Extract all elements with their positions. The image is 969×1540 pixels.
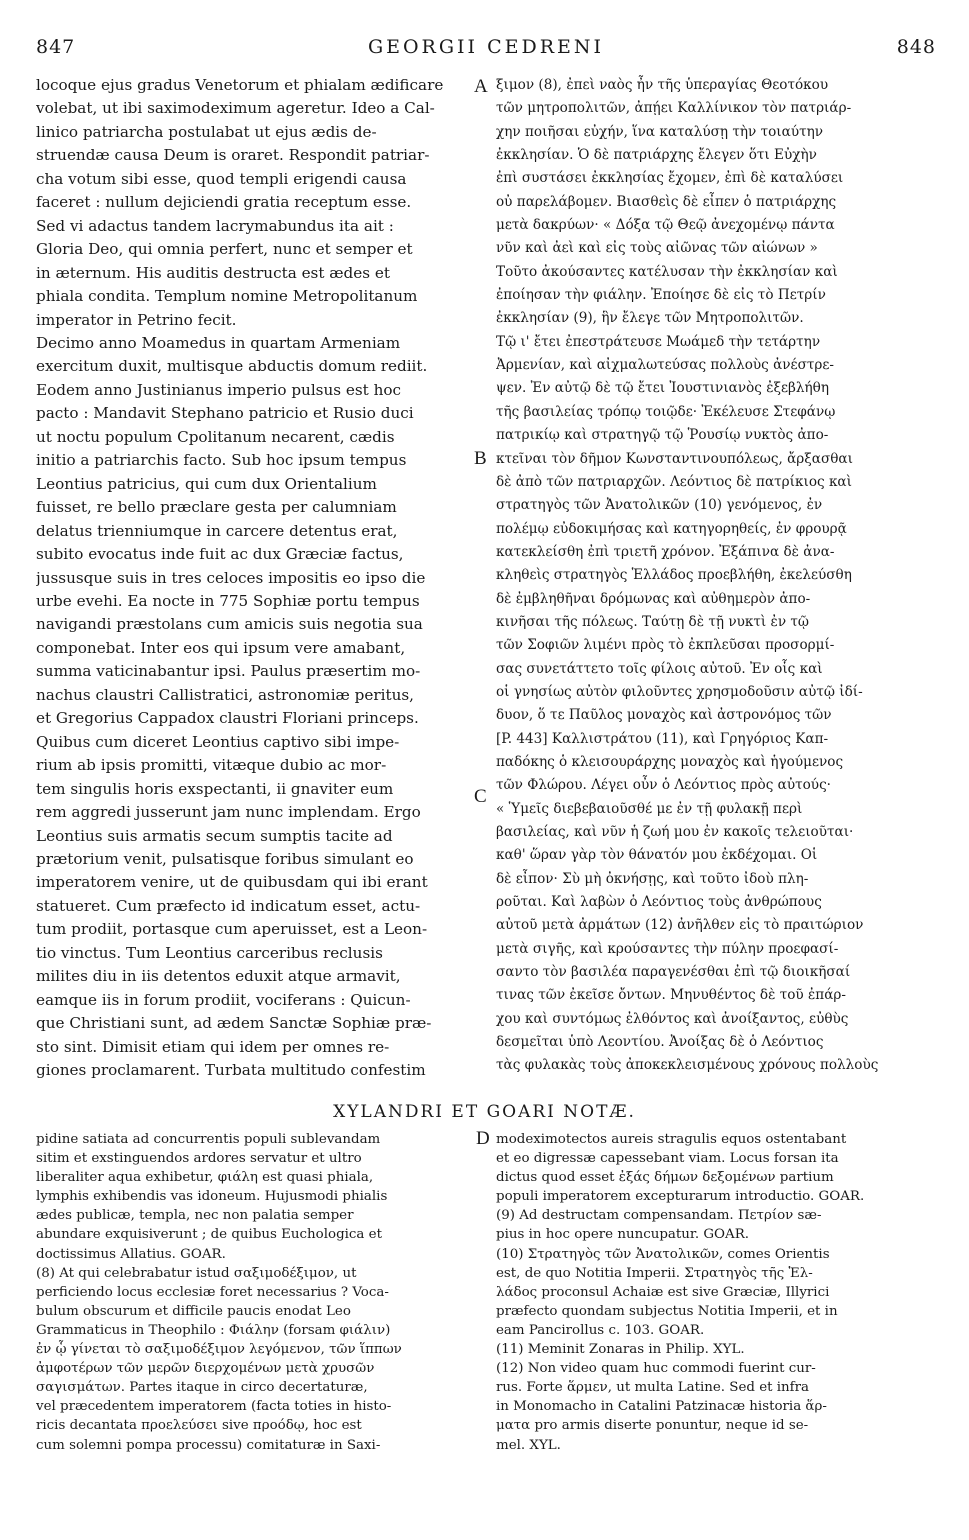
note-text-line: (10) Στρατηγὸς τῶν Ἀνατολικῶν, comes Orientis <box>496 1246 830 1262</box>
page-number-right: 848 <box>896 36 936 58</box>
latin-text-line: tem singulis horis exspectanti, ii gnaviter eum <box>36 779 394 798</box>
latin-text-line: delatus trienniumque in carcere detentus erat, <box>36 521 398 540</box>
page-number-left: 847 <box>36 36 76 58</box>
note-text-line: σαγισμάτων. Partes itaque in circo decertaturæ, <box>36 1380 368 1396</box>
greek-text-line: πολέμῳ εὐδοκιμήσας καὶ κατηγορηθείς, ἐν φρουρᾷ <box>496 520 847 537</box>
margin-letter-c: C <box>474 786 487 807</box>
latin-text-line: rem aggredi jusserunt jam nunc implendam. Ergo <box>36 803 421 822</box>
latin-column <box>36 74 468 1082</box>
note-text-line: vel præcedentem imperatorem (facta toties in histo- <box>36 1399 392 1415</box>
latin-text-line: faceret : nullum dejiciendi gratia receptum esse. <box>36 193 412 212</box>
latin-text-line: statueret. Cum præfecto id indicatum esset, actu- <box>36 896 421 915</box>
note-text-line: mel. XYL. <box>496 1437 561 1453</box>
latin-text-line: Decimo anno Moamedus in quartam Armeniam <box>36 333 401 352</box>
latin-text-line: linico patriarcha postulabat ut ejus ædis de- <box>36 122 377 141</box>
greek-text-line: τῆς βασιλείας τρόπῳ τοιῷδε· Ἐκέλευσε Στεφάνῳ <box>496 403 836 420</box>
greek-text-line: δὲ εἶπον· Σὺ μὴ ὀκνήσῃς, καὶ τοῦτο ἰδοὺ πλη- <box>496 870 809 887</box>
greek-text-line: μετὰ σιγῆς, καὶ κρούσαντες τὴν πύλην προεφασί- <box>496 940 839 957</box>
note-text-line: bulum obscurum et difficile paucis enodat Leo <box>36 1303 351 1319</box>
note-text-line: Grammaticus in Theophilo : Φιάλην (forsam φιάλιν) <box>36 1322 391 1338</box>
latin-text-line: jussusque suis in tres celoces impositis eo ipso die <box>36 568 426 587</box>
latin-text-line: giones proclamarent. Turbata multitudo confestim <box>36 1061 426 1080</box>
margin-letter-d: D <box>476 1128 490 1149</box>
latin-text-line: navigandi præstolans cum amicis suis negotia sua <box>36 615 423 634</box>
greek-column <box>496 74 934 1078</box>
note-text-line: (9) Ad destructam compensandam. Πετρίον sæ- <box>496 1208 822 1224</box>
greek-text-line: κτεῖναι τὸν δῆμον Κωνσταντινουπόλεως, ἄρξασθαι <box>496 450 853 467</box>
latin-text-line: imperatorem venire, ut de quibusdam qui ibi erant <box>36 873 428 892</box>
latin-text-line: rium ab ipsis promitti, vitæque dubio ac mor- <box>36 756 387 775</box>
greek-text-line: σας συνετάττετο τοῖς φίλοις αὐτοῦ. Ἐν οἷς καὶ <box>496 660 823 677</box>
greek-text-line: τῶν μητροπολιτῶν, ἀπῄει Καλλίνικον τὸν πατριάρ- <box>496 100 852 117</box>
latin-text-line: eamque iis in forum prodiit, vociferans : Quicun- <box>36 990 411 1009</box>
note-text-line: ricis decantata προελεύσει sive προόδῳ, hoc est <box>36 1418 362 1434</box>
latin-text-line: phiala condita. Templum nomine Metropolitanum <box>36 287 418 306</box>
greek-text-line: σαντο τὸν βασιλέα παραγενέσθαι ἐπὶ τῷ διοικῆσαί <box>496 964 851 981</box>
latin-text-line: milites diu in iis detentos eduxit atque armavit, <box>36 967 401 986</box>
note-text-line: ἀμφοτέρων τῶν μερῶν διερχομένων μετὰ χρυσῶν <box>36 1361 375 1377</box>
latin-text-line: sto sint. Dimisit etiam qui idem per omnes re- <box>36 1037 390 1056</box>
greek-text-line: ξιμον (8), ἐπεὶ ναὸς ἦν τῆς ὑπεραγίας Θεοτόκου <box>496 77 829 93</box>
note-text-line: (11) Meminit Zonaras in Philip. XYL. <box>496 1342 745 1358</box>
latin-text-line: locoque ejus gradus Venetorum et phialam ædificare <box>36 76 444 94</box>
latin-text-line: initio a patriarchis facto. Sub hoc ipsum tempus <box>36 451 407 470</box>
note-text-line: et eo digressæ capessebant viam. Locus forsan ita <box>496 1151 839 1167</box>
greek-text-line: δεσμεῖται ὑπὸ Λεοντίου. Ἀνοίξας δὲ ὁ Λεόντιος <box>496 1034 824 1051</box>
greek-text-line: χου καὶ συντόμως ἐλθόντος καὶ ἀνοίξαντος, εὐθὺς <box>496 1010 849 1027</box>
greek-text-line: στρατηγὸς τῶν Ἀνατολικῶν (10) γενόμενος, ἐν <box>496 497 823 514</box>
latin-text-line: Leontius patricius, qui cum dux Orientalium <box>36 474 377 493</box>
note-text-line: pius in hoc opere nuncupatur. GOAR. <box>496 1227 750 1243</box>
note-text-line: doctissimus Allatius. GOAR. <box>36 1246 226 1262</box>
greek-text-line: τῶν Σοφιῶν λιμένι πρὸς τὸ ἐκπλεῦσαι προσορμί- <box>496 637 835 654</box>
latin-text-line: summa vaticinabantur ipsi. Paulus præsertim mo- <box>36 662 421 681</box>
greek-text-line: ψεν. Ἐν αὐτῷ δὲ τῷ ἔτει Ἰουστινιανὸς ἐξεβλήθη <box>496 380 829 397</box>
note-text-line: lymphis exhibendis vas idoneum. Hujusmodi phialis <box>36 1189 388 1205</box>
note-text-line: cum solemni pompa processu) comitaturæ in Saxi- <box>36 1437 381 1453</box>
note-text-line: præfecto quondam subjectus Notitia Imperii, et in <box>496 1303 838 1319</box>
greek-text-line: παδόκης ὁ κλεισουράρχης μοναχὸς καὶ ἡγούμενος <box>496 753 844 770</box>
note-text-line: pidine satiata ad concurrentis populi sublevandam <box>36 1132 381 1147</box>
greek-text-line: ροῦται. Καὶ λαβὼν ὁ Λεόντιος τοὺς ἀνθρώπους <box>496 894 822 911</box>
greek-text-line: τινας τῶν ἐκεῖσε ὄντων. Μηνυθέντος δὲ τοῦ ἐπάρ- <box>496 987 846 1004</box>
note-text-line: eam Pancirollus c. 103. GOAR. <box>496 1322 705 1338</box>
note-text-line: in Monomacho in Catalini Patzinacæ historia ἅρ- <box>496 1399 827 1415</box>
latin-text-line: Eodem anno Justinianus imperio pulsus est hoc <box>36 380 402 399</box>
greek-text-line: [P. 443] Καλλιστράτου (11), καὶ Γρηγόριος Καπ- <box>496 730 829 747</box>
note-text-line: (8) At qui celebrabatur istud σαξιμοδέξιμον, ut <box>36 1265 357 1281</box>
note-text-line: sitim et exstinguendos ardores servatur et ultro <box>36 1151 362 1167</box>
greek-text-line: αὐτοῦ μετὰ ἀρμάτων (12) ἀνῆλθεν εἰς τὸ πραιτώριον <box>496 917 864 934</box>
greek-text-line: δὲ ἀπὸ τῶν πατριαρχῶν. Λεόντιος δὲ πατρίκιος καὶ <box>496 473 852 490</box>
note-text-line: λάδος proconsul Achaiæ est sive Græciæ, Illyrici <box>496 1284 830 1300</box>
latin-text-line: fuisset, re bello præclare gesta per calumniam <box>36 498 397 517</box>
margin-letter-b: B <box>474 448 487 469</box>
margin-letter-a: A <box>474 76 488 97</box>
greek-text-line: τῶν Φλώρου. Λέγει οὖν ὁ Λεόντιος πρὸς αὐτούς· <box>496 777 831 794</box>
greek-text-line: μετὰ δακρύων· « Δόξα τῷ Θεῷ ἀνεχομένῳ πάντα <box>496 217 835 234</box>
latin-text-line: struendæ causa Deum is oraret. Respondit patriar- <box>36 146 430 165</box>
greek-text-line: χην ποιῆσαι εὐχήν, ἵνα καταλύσῃ τὴν τοιαύτην <box>496 123 824 140</box>
note-text-line: ædes publicæ, templa, nec non palatia semper <box>36 1208 354 1224</box>
latin-text-line: Gloria Deo, qui omnia perfert, nunc et semper et <box>36 240 413 259</box>
latin-text-line: componebat. Inter eos qui ipsum vere amabant, <box>36 638 406 657</box>
latin-text-line: Quibus cum diceret Leontius captivo sibi impe- <box>36 732 400 751</box>
latin-text-line: ut noctu populum Cpolitanum necarent, cædis <box>36 427 395 446</box>
note-text-line: populi imperatorem excepturarum introductio. GOAR. <box>496 1189 865 1205</box>
note-text-line: abundare exquisiverunt ; de quibus Euchologica et <box>36 1227 382 1243</box>
latin-text-line: tio vinctus. Tum Leontius carceribus reclusis <box>36 943 383 962</box>
latin-text-line: Leontius suis armatis secum sumptis tacite ad <box>36 826 393 845</box>
latin-text-line: in æternum. His auditis destructa est ædes et <box>36 263 390 282</box>
note-text-line: modeximotectos aureis stragulis equos ostentabant <box>496 1132 847 1147</box>
latin-text-line: exercitum duxit, multisque abductis domum rediit. <box>36 357 428 376</box>
note-text-line: perficiendo locus ecclesiæ foret necessarius ? Voca- <box>36 1284 389 1300</box>
latin-text-line: imperator in Petrino fecit. <box>36 310 237 329</box>
greek-text-line: δυον, ὅ τε Παῦλος μοναχὸς καὶ ἀστρονόμος τῶν <box>496 707 832 724</box>
latin-text-line: Sed vi adactus tandem lacrymabundus ita ait : <box>36 216 394 235</box>
latin-text-line: prætorium venit, pulsatisque foribus simulant eo <box>36 849 414 868</box>
note-text-line: (12) Non video quam huc commodi fuerint cur- <box>496 1361 816 1377</box>
greek-text-line: τὰς φυλακὰς τοὺς ἀποκεκλεισμένους χρόνους πολλοὺς <box>496 1057 879 1074</box>
greek-text-line: οἱ γνησίως αὐτὸν φιλοῦντες χρησμοδοῦσιν αὐτῷ ἰδί- <box>496 683 863 700</box>
greek-text-line: κατεκλείσθη ἐπὶ τριετῆ χρόνον. Ἐξάπινα δὲ ἀνα- <box>496 543 835 560</box>
running-title: GEORGII CEDRENI <box>367 36 605 58</box>
greek-text-line: Τοῦτο ἀκούσαντες κατέλυσαν τὴν ἐκκλησίαν καὶ <box>496 263 838 280</box>
latin-text-line: tum prodiit, portasque cum aperuisset, est a Leon- <box>36 920 428 939</box>
greek-text-line: Ἀρμενίαν, καὶ αἰχμαλωτεύσας πολλοὺς ἀνέστρε- <box>496 357 835 374</box>
note-text-line: dictus quod esset ἐξάς δήμων δεξομένων partium <box>496 1170 834 1186</box>
greek-text-line: κληθεὶς στρατηγὸς Ἑλλάδος προεβλήθη, ἐκελεύσθη <box>496 567 852 584</box>
latin-text-line: volebat, ut ibi saximodeximum ageretur. Ideo a Cal- <box>36 99 435 118</box>
latin-text-line: cha votum sibi esse, quod templi erigendi causa <box>36 169 407 188</box>
greek-text-line: οὐ παρελάβομεν. Βιασθεὶς δὲ εἶπεν ὁ πατριάρχης <box>496 193 837 210</box>
note-text-line: ματα pro armis diserte ponuntur, neque id se- <box>496 1418 809 1434</box>
latin-text-line: pacto : Mandavit Stephano patricio et Rusio duci <box>36 404 414 423</box>
greek-text-line: ἐπὶ συστάσει ἐκκλησίας ἔχομεν, ἐπὶ δὲ καταλύσει <box>496 170 844 187</box>
latin-text-line: que Christiani sunt, ad ædem Sanctæ Sophiæ præ- <box>36 1014 432 1033</box>
greek-text-line: ἐποίησαν τὴν φιάλην. Ἐποίησε δὲ εἰς τὸ Πετρίν <box>496 287 826 304</box>
greek-text-line: ἐκκλησίαν. Ὁ δὲ πατριάρχης ἔλεγεν ὅτι Εὐχὴν <box>496 147 817 164</box>
note-text-line: ἐν ᾧ γίνεται τὸ σαξιμοδέξιμον λεγόμενον, τῶν ἵππων <box>36 1342 402 1358</box>
latin-text-line: et Gregorius Cappadox claustri Floriani princeps. <box>36 709 419 728</box>
greek-text-line: πατρικίῳ καὶ στρατηγῷ τῷ Ῥουσίῳ νυκτὸς ἀπο- <box>496 427 829 444</box>
notes-right-column <box>496 1130 934 1455</box>
latin-text-line: nachus claustri Callistratici, astronomiæ peritus, <box>36 685 414 704</box>
latin-text-line: urbe evehi. Ea nocte in 775 Sophiæ portu tempus <box>36 591 420 610</box>
greek-text-line: « Ὑμεῖς διεβεβαιοῦσθέ με ἐν τῇ φυλακῇ περὶ <box>496 800 803 817</box>
greek-text-line: Τῷ ι' ἔτει ἐπεστράτευσε Μωάμεδ τὴν τετάρτην <box>496 333 821 350</box>
notes-heading: XYLANDRI ET GOARI NOTÆ. <box>333 1102 636 1122</box>
note-text-line: est, de quo Notitia Imperii. Στρατηγὸς τῆς Ἑλ- <box>496 1265 813 1281</box>
note-text-line: liberaliter aqua exhibetur, φιάλη est quasi phiala, <box>36 1170 374 1186</box>
running-header <box>36 36 936 66</box>
greek-text-line: βασιλείας, καὶ νῦν ἡ ζωή μου ἐν κακοῖς τελειοῦται· <box>496 824 854 840</box>
greek-text-line: ἐκκλησίαν (9), ἣν ἔλεγε τῶν Μητροπολιτῶν. <box>496 310 804 327</box>
notes-left-column <box>36 1130 474 1455</box>
note-text-line: rus. Forte ἅρμεν, ut multa Latine. Sed et infra <box>496 1380 810 1396</box>
greek-text-line: νῦν καὶ ἀεὶ καὶ εἰς τοὺς αἰῶνας τῶν αἰώνων » <box>496 240 818 257</box>
greek-text-line: κινῆσαι τῆς πόλεως. Ταύτῃ δὲ τῇ νυκτὶ ἐν τῷ <box>496 613 810 630</box>
greek-text-line: δὲ ἐμβληθῆναι δρόμωνας καὶ αὐθημερὸν ἀπο- <box>496 590 811 607</box>
greek-text-line: καθ' ὥραν γὰρ τὸν θάνατόν μου ἐκδέχομαι. Οἱ <box>496 847 818 864</box>
latin-text-line: subito evocatus inde fuit ac dux Græciæ factus, <box>36 545 404 564</box>
